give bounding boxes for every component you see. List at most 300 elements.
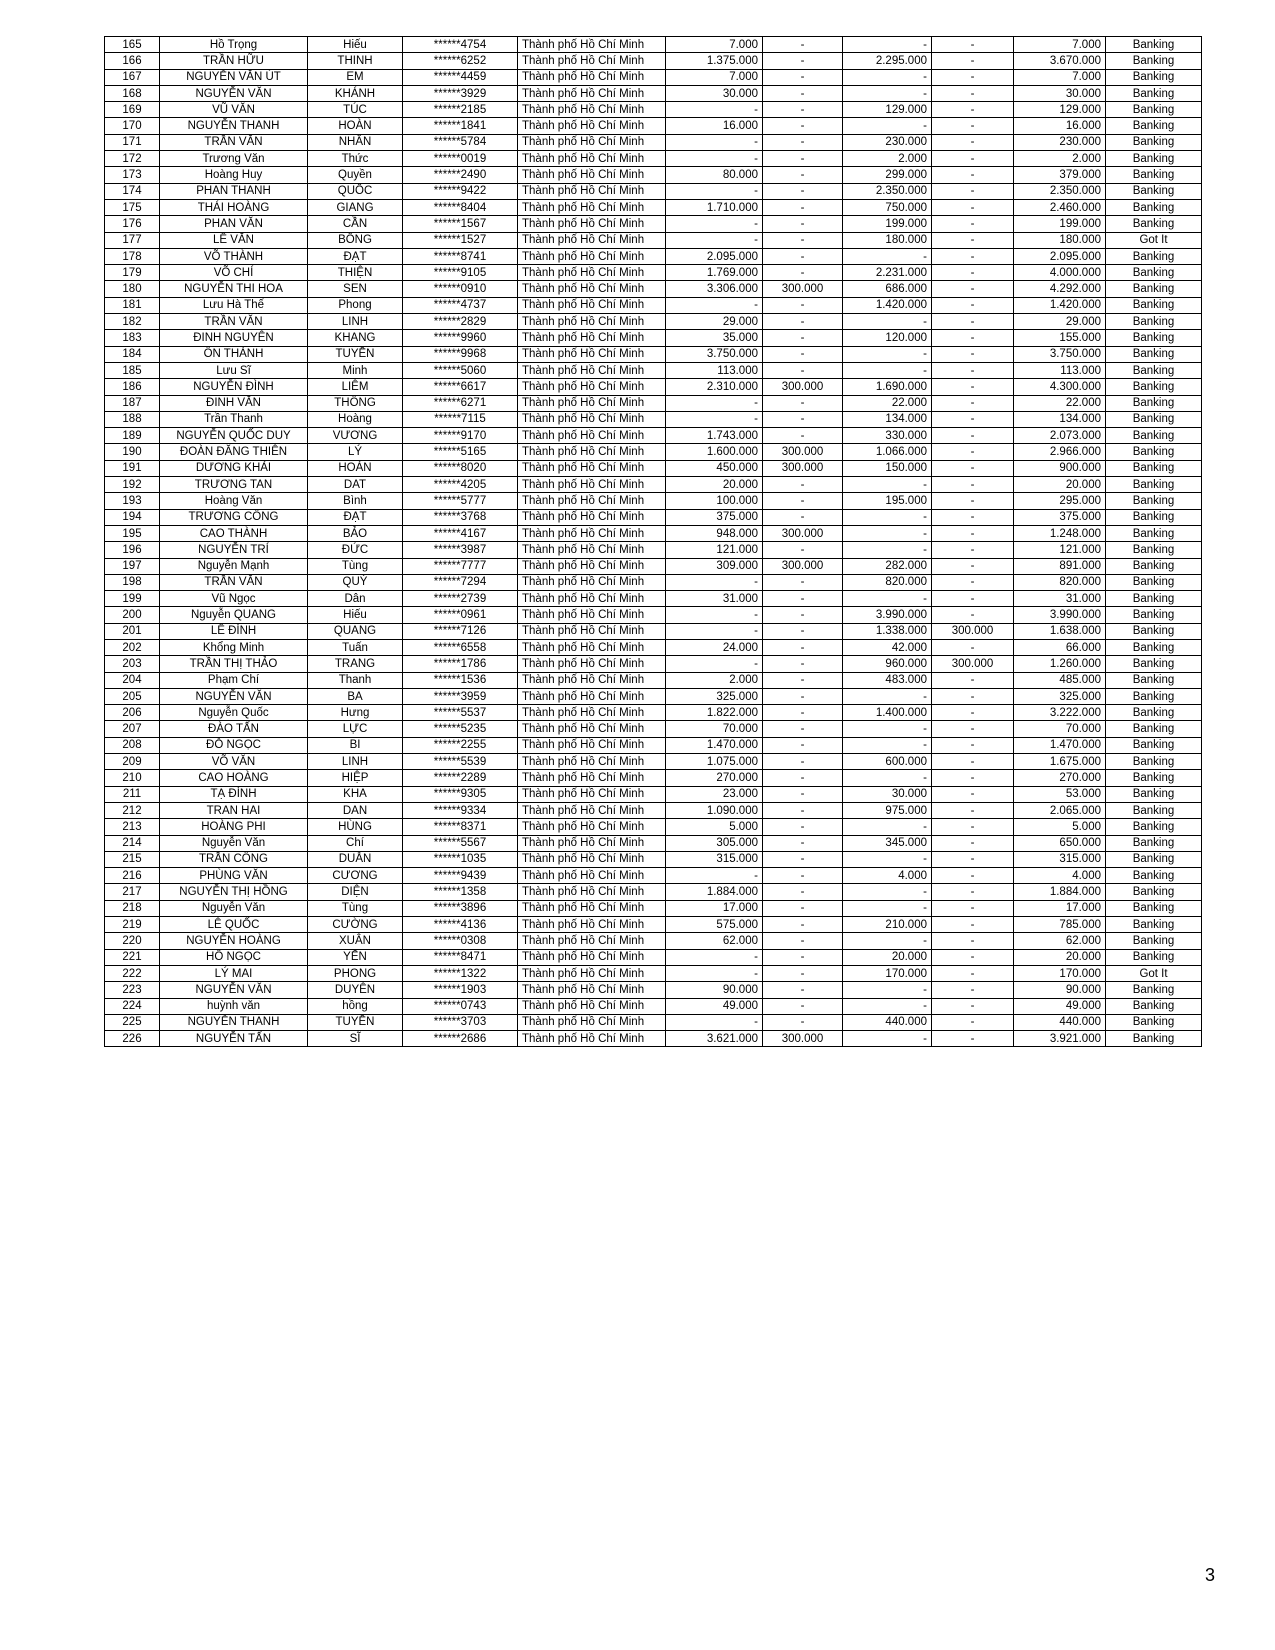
amount-2-cell: - bbox=[763, 428, 843, 444]
account-number-cell: ******2289 bbox=[403, 770, 518, 786]
row-number-cell: 196 bbox=[105, 542, 160, 558]
given-name-cell: KHA bbox=[308, 786, 403, 802]
amount-4-cell: - bbox=[932, 639, 1014, 655]
city-cell: Thành phố Hồ Chí Minh bbox=[518, 330, 666, 346]
surname-cell: NGUYỄN THI HOA bbox=[160, 281, 308, 297]
total-cell: 49.000 bbox=[1014, 998, 1106, 1014]
given-name-cell: Phong bbox=[308, 297, 403, 313]
amount-3-cell: 330.000 bbox=[843, 428, 932, 444]
surname-cell: DƯƠNG KHẢI bbox=[160, 460, 308, 476]
amount-1-cell: 113.000 bbox=[666, 362, 763, 378]
table-row bbox=[105, 558, 1202, 574]
city-cell: Thành phố Hồ Chí Minh bbox=[518, 69, 666, 85]
row-number-cell: 195 bbox=[105, 525, 160, 541]
amount-3-cell: 195.000 bbox=[843, 493, 932, 509]
given-name-cell: Minh bbox=[308, 362, 403, 378]
surname-cell: NGUYỄN VĂN ÚT bbox=[160, 69, 308, 85]
amount-3-cell: 129.000 bbox=[843, 102, 932, 118]
row-number-cell: 221 bbox=[105, 949, 160, 965]
row-number-cell: 214 bbox=[105, 835, 160, 851]
given-name-cell: THIỆN bbox=[308, 265, 403, 281]
payment-method-cell: Banking bbox=[1106, 493, 1202, 509]
row-number-cell: 193 bbox=[105, 493, 160, 509]
amount-4-cell: - bbox=[932, 428, 1014, 444]
amount-2-cell: - bbox=[763, 509, 843, 525]
given-name-cell: ĐẠT bbox=[308, 509, 403, 525]
amount-3-cell: - bbox=[843, 362, 932, 378]
payment-method-cell: Banking bbox=[1106, 933, 1202, 949]
city-cell: Thành phố Hồ Chí Minh bbox=[518, 607, 666, 623]
table-row bbox=[105, 395, 1202, 411]
amount-3-cell: - bbox=[843, 346, 932, 362]
amount-3-cell: 960.000 bbox=[843, 656, 932, 672]
amount-1-cell: 35.000 bbox=[666, 330, 763, 346]
amount-2-cell: - bbox=[763, 118, 843, 134]
city-cell: Thành phố Hồ Chí Minh bbox=[518, 949, 666, 965]
total-cell: 29.000 bbox=[1014, 314, 1106, 330]
payment-method-cell: Banking bbox=[1106, 411, 1202, 427]
account-number-cell: ******0743 bbox=[403, 998, 518, 1014]
city-cell: Thành phố Hồ Chí Minh bbox=[518, 444, 666, 460]
table-row bbox=[105, 297, 1202, 313]
surname-cell: Trần Thanh bbox=[160, 411, 308, 427]
account-number-cell: ******4459 bbox=[403, 69, 518, 85]
row-number-cell: 165 bbox=[105, 37, 160, 53]
table-row bbox=[105, 53, 1202, 69]
amount-4-cell: - bbox=[932, 362, 1014, 378]
amount-4-cell: - bbox=[932, 786, 1014, 802]
account-number-cell: ******7115 bbox=[403, 411, 518, 427]
row-number-cell: 226 bbox=[105, 1031, 160, 1047]
amount-1-cell: 29.000 bbox=[666, 314, 763, 330]
payment-method-cell: Banking bbox=[1106, 754, 1202, 770]
total-cell: 440.000 bbox=[1014, 1014, 1106, 1030]
amount-2-cell: - bbox=[763, 900, 843, 916]
account-number-cell: ******5784 bbox=[403, 134, 518, 150]
table-row bbox=[105, 917, 1202, 933]
amount-2-cell: - bbox=[763, 232, 843, 248]
amount-2-cell: - bbox=[763, 151, 843, 167]
account-number-cell: ******9439 bbox=[403, 868, 518, 884]
amount-3-cell: 2.000 bbox=[843, 151, 932, 167]
amount-2-cell: - bbox=[763, 216, 843, 232]
amount-1-cell: 575.000 bbox=[666, 917, 763, 933]
amount-2-cell: - bbox=[763, 199, 843, 215]
amount-2-cell: - bbox=[763, 835, 843, 851]
amount-2-cell: - bbox=[763, 69, 843, 85]
amount-3-cell: 150.000 bbox=[843, 460, 932, 476]
amount-1-cell: - bbox=[666, 656, 763, 672]
city-cell: Thành phố Hồ Chí Minh bbox=[518, 639, 666, 655]
row-number-cell: 201 bbox=[105, 623, 160, 639]
account-number-cell: ******0308 bbox=[403, 933, 518, 949]
surname-cell: Phạm Chí bbox=[160, 672, 308, 688]
amount-2-cell: 300.000 bbox=[763, 525, 843, 541]
total-cell: 900.000 bbox=[1014, 460, 1106, 476]
total-cell: 4.300.000 bbox=[1014, 379, 1106, 395]
payment-method-cell: Banking bbox=[1106, 917, 1202, 933]
account-number-cell: ******7294 bbox=[403, 574, 518, 590]
amount-2-cell: - bbox=[763, 623, 843, 639]
table-row bbox=[105, 265, 1202, 281]
payment-method-cell: Banking bbox=[1106, 477, 1202, 493]
surname-cell: ÔN THÀNH bbox=[160, 346, 308, 362]
given-name-cell: VƯƠNG bbox=[308, 428, 403, 444]
amount-1-cell: - bbox=[666, 151, 763, 167]
row-number-cell: 202 bbox=[105, 639, 160, 655]
amount-4-cell: - bbox=[932, 933, 1014, 949]
given-name-cell: TUYỀN bbox=[308, 1014, 403, 1030]
total-cell: 1.675.000 bbox=[1014, 754, 1106, 770]
city-cell: Thành phố Hồ Chí Minh bbox=[518, 281, 666, 297]
given-name-cell: DUẪN bbox=[308, 851, 403, 867]
amount-4-cell: - bbox=[932, 314, 1014, 330]
given-name-cell: DAT bbox=[308, 477, 403, 493]
amount-4-cell: - bbox=[932, 118, 1014, 134]
surname-cell: LÊ QUỐC bbox=[160, 917, 308, 933]
total-cell: 1.470.000 bbox=[1014, 737, 1106, 753]
surname-cell: TRẦN HỮU bbox=[160, 53, 308, 69]
table-row bbox=[105, 705, 1202, 721]
amount-3-cell: 230.000 bbox=[843, 134, 932, 150]
payment-method-cell: Banking bbox=[1106, 884, 1202, 900]
city-cell: Thành phố Hồ Chí Minh bbox=[518, 265, 666, 281]
surname-cell: HỒ NGỌC bbox=[160, 949, 308, 965]
amount-4-cell: - bbox=[932, 183, 1014, 199]
amount-2-cell: - bbox=[763, 607, 843, 623]
given-name-cell: CƯƠNG bbox=[308, 868, 403, 884]
total-cell: 2.966.000 bbox=[1014, 444, 1106, 460]
city-cell: Thành phố Hồ Chí Minh bbox=[518, 835, 666, 851]
table-row bbox=[105, 949, 1202, 965]
row-number-cell: 223 bbox=[105, 982, 160, 998]
table-row bbox=[105, 509, 1202, 525]
amount-3-cell: 686.000 bbox=[843, 281, 932, 297]
given-name-cell: EM bbox=[308, 69, 403, 85]
table-row bbox=[105, 346, 1202, 362]
total-cell: 20.000 bbox=[1014, 949, 1106, 965]
row-number-cell: 188 bbox=[105, 411, 160, 427]
total-cell: 20.000 bbox=[1014, 477, 1106, 493]
amount-3-cell: - bbox=[843, 542, 932, 558]
amount-3-cell: - bbox=[843, 85, 932, 101]
table-row bbox=[105, 134, 1202, 150]
amount-4-cell: - bbox=[932, 574, 1014, 590]
amount-2-cell: - bbox=[763, 591, 843, 607]
total-cell: 375.000 bbox=[1014, 509, 1106, 525]
amount-3-cell: - bbox=[843, 477, 932, 493]
amount-1-cell: 31.000 bbox=[666, 591, 763, 607]
city-cell: Thành phố Hồ Chí Minh bbox=[518, 884, 666, 900]
payment-method-cell: Banking bbox=[1106, 737, 1202, 753]
amount-4-cell: - bbox=[932, 851, 1014, 867]
row-number-cell: 171 bbox=[105, 134, 160, 150]
given-name-cell: DIỆN bbox=[308, 884, 403, 900]
amount-4-cell: - bbox=[932, 770, 1014, 786]
row-number-cell: 211 bbox=[105, 786, 160, 802]
payment-method-cell: Banking bbox=[1106, 281, 1202, 297]
city-cell: Thành phố Hồ Chí Minh bbox=[518, 656, 666, 672]
amount-1-cell: 121.000 bbox=[666, 542, 763, 558]
row-number-cell: 173 bbox=[105, 167, 160, 183]
city-cell: Thành phố Hồ Chí Minh bbox=[518, 737, 666, 753]
payment-method-cell: Banking bbox=[1106, 428, 1202, 444]
city-cell: Thành phố Hồ Chí Minh bbox=[518, 754, 666, 770]
given-name-cell: XUÂN bbox=[308, 933, 403, 949]
row-number-cell: 208 bbox=[105, 737, 160, 753]
amount-3-cell: 975.000 bbox=[843, 802, 932, 818]
total-cell: 66.000 bbox=[1014, 639, 1106, 655]
data-table bbox=[104, 36, 1202, 1047]
amount-3-cell: 299.000 bbox=[843, 167, 932, 183]
total-cell: 1.884.000 bbox=[1014, 884, 1106, 900]
row-number-cell: 167 bbox=[105, 69, 160, 85]
amount-1-cell: 1.470.000 bbox=[666, 737, 763, 753]
account-number-cell: ******5235 bbox=[403, 721, 518, 737]
surname-cell: Nguyễn Văn bbox=[160, 835, 308, 851]
amount-3-cell: - bbox=[843, 248, 932, 264]
given-name-cell: Tùng bbox=[308, 900, 403, 916]
city-cell: Thành phố Hồ Chí Minh bbox=[518, 770, 666, 786]
amount-2-cell: - bbox=[763, 346, 843, 362]
row-number-cell: 185 bbox=[105, 362, 160, 378]
city-cell: Thành phố Hồ Chí Minh bbox=[518, 151, 666, 167]
account-number-cell: ******4167 bbox=[403, 525, 518, 541]
amount-3-cell: - bbox=[843, 69, 932, 85]
table-row bbox=[105, 786, 1202, 802]
surname-cell: TẠ ĐÌNH bbox=[160, 786, 308, 802]
amount-3-cell: 3.990.000 bbox=[843, 607, 932, 623]
amount-4-cell: - bbox=[932, 330, 1014, 346]
amount-4-cell: - bbox=[932, 835, 1014, 851]
payment-method-cell: Banking bbox=[1106, 151, 1202, 167]
amount-4-cell: - bbox=[932, 868, 1014, 884]
table-row bbox=[105, 151, 1202, 167]
account-number-cell: ******3959 bbox=[403, 688, 518, 704]
payment-method-cell: Banking bbox=[1106, 53, 1202, 69]
given-name-cell: Chí bbox=[308, 835, 403, 851]
given-name-cell: LÝ bbox=[308, 444, 403, 460]
row-number-cell: 184 bbox=[105, 346, 160, 362]
amount-2-cell: - bbox=[763, 770, 843, 786]
amount-2-cell: - bbox=[763, 411, 843, 427]
total-cell: 30.000 bbox=[1014, 85, 1106, 101]
surname-cell: TRAN HAI bbox=[160, 802, 308, 818]
row-number-cell: 172 bbox=[105, 151, 160, 167]
amount-1-cell: - bbox=[666, 232, 763, 248]
total-cell: 2.065.000 bbox=[1014, 802, 1106, 818]
total-cell: 7.000 bbox=[1014, 69, 1106, 85]
given-name-cell: SEN bbox=[308, 281, 403, 297]
payment-method-cell: Banking bbox=[1106, 525, 1202, 541]
total-cell: 1.260.000 bbox=[1014, 656, 1106, 672]
payment-method-cell: Banking bbox=[1106, 362, 1202, 378]
amount-2-cell: - bbox=[763, 1014, 843, 1030]
amount-1-cell: 24.000 bbox=[666, 639, 763, 655]
amount-4-cell: - bbox=[932, 265, 1014, 281]
surname-cell: NGUYỄN VĂN bbox=[160, 85, 308, 101]
table-row bbox=[105, 379, 1202, 395]
amount-4-cell: - bbox=[932, 754, 1014, 770]
row-number-cell: 168 bbox=[105, 85, 160, 101]
account-number-cell: ******4737 bbox=[403, 297, 518, 313]
row-number-cell: 181 bbox=[105, 297, 160, 313]
total-cell: 121.000 bbox=[1014, 542, 1106, 558]
surname-cell: NGUYỄN THANH bbox=[160, 118, 308, 134]
city-cell: Thành phố Hồ Chí Minh bbox=[518, 900, 666, 916]
surname-cell: TRẦN CÔNG bbox=[160, 851, 308, 867]
amount-1-cell: 309.000 bbox=[666, 558, 763, 574]
payment-method-cell: Banking bbox=[1106, 607, 1202, 623]
payment-method-cell: Banking bbox=[1106, 639, 1202, 655]
surname-cell: VŨ VĂN bbox=[160, 102, 308, 118]
given-name-cell: Hiếu bbox=[308, 37, 403, 53]
table-row bbox=[105, 493, 1202, 509]
table-row bbox=[105, 754, 1202, 770]
total-cell: 3.990.000 bbox=[1014, 607, 1106, 623]
amount-3-cell: 2.350.000 bbox=[843, 183, 932, 199]
amount-4-cell: 300.000 bbox=[932, 656, 1014, 672]
city-cell: Thành phố Hồ Chí Minh bbox=[518, 933, 666, 949]
amount-1-cell: - bbox=[666, 949, 763, 965]
payment-method-cell: Banking bbox=[1106, 900, 1202, 916]
amount-3-cell: - bbox=[843, 525, 932, 541]
amount-1-cell: - bbox=[666, 965, 763, 981]
total-cell: 2.460.000 bbox=[1014, 199, 1106, 215]
payment-method-cell: Banking bbox=[1106, 183, 1202, 199]
table-row bbox=[105, 770, 1202, 786]
surname-cell: Hồ Trọng bbox=[160, 37, 308, 53]
amount-1-cell: 1.743.000 bbox=[666, 428, 763, 444]
given-name-cell: QUỐC bbox=[308, 183, 403, 199]
amount-4-cell: - bbox=[932, 819, 1014, 835]
row-number-cell: 213 bbox=[105, 819, 160, 835]
amount-1-cell: 2.095.000 bbox=[666, 248, 763, 264]
given-name-cell: THÔNG bbox=[308, 395, 403, 411]
amount-3-cell: - bbox=[843, 851, 932, 867]
city-cell: Thành phố Hồ Chí Minh bbox=[518, 786, 666, 802]
account-number-cell: ******8741 bbox=[403, 248, 518, 264]
total-cell: 1.638.000 bbox=[1014, 623, 1106, 639]
payment-method-cell: Banking bbox=[1106, 982, 1202, 998]
total-cell: 16.000 bbox=[1014, 118, 1106, 134]
amount-1-cell: 80.000 bbox=[666, 167, 763, 183]
amount-3-cell: - bbox=[843, 591, 932, 607]
account-number-cell: ******4205 bbox=[403, 477, 518, 493]
total-cell: 650.000 bbox=[1014, 835, 1106, 851]
city-cell: Thành phố Hồ Chí Minh bbox=[518, 802, 666, 818]
payment-method-cell: Banking bbox=[1106, 379, 1202, 395]
payment-method-cell: Banking bbox=[1106, 167, 1202, 183]
table-row bbox=[105, 1014, 1202, 1030]
surname-cell: Khổng Minh bbox=[160, 639, 308, 655]
table-row bbox=[105, 721, 1202, 737]
total-cell: 820.000 bbox=[1014, 574, 1106, 590]
total-cell: 485.000 bbox=[1014, 672, 1106, 688]
amount-3-cell: - bbox=[843, 37, 932, 53]
surname-cell: TRẦN THỊ THẢO bbox=[160, 656, 308, 672]
amount-2-cell: - bbox=[763, 248, 843, 264]
surname-cell: LÊ VĂN bbox=[160, 232, 308, 248]
city-cell: Thành phố Hồ Chí Minh bbox=[518, 460, 666, 476]
total-cell: 4.292.000 bbox=[1014, 281, 1106, 297]
given-name-cell: BẢO bbox=[308, 525, 403, 541]
city-cell: Thành phố Hồ Chí Minh bbox=[518, 705, 666, 721]
given-name-cell: NHÂN bbox=[308, 134, 403, 150]
amount-2-cell: - bbox=[763, 737, 843, 753]
total-cell: 4.000 bbox=[1014, 868, 1106, 884]
amount-2-cell: - bbox=[763, 167, 843, 183]
given-name-cell: DUYÊN bbox=[308, 982, 403, 998]
surname-cell: Nguyễn Quốc bbox=[160, 705, 308, 721]
city-cell: Thành phố Hồ Chí Minh bbox=[518, 134, 666, 150]
amount-4-cell: - bbox=[932, 37, 1014, 53]
surname-cell: LÊ ĐÌNH bbox=[160, 623, 308, 639]
amount-3-cell: - bbox=[843, 737, 932, 753]
account-number-cell: ******0910 bbox=[403, 281, 518, 297]
given-name-cell: HIỆP bbox=[308, 770, 403, 786]
amount-1-cell: - bbox=[666, 411, 763, 427]
account-number-cell: ******6617 bbox=[403, 379, 518, 395]
table-row bbox=[105, 314, 1202, 330]
amount-1-cell: 1.710.000 bbox=[666, 199, 763, 215]
surname-cell: NGUYỄN TẤN bbox=[160, 1031, 308, 1047]
amount-2-cell: - bbox=[763, 314, 843, 330]
amount-4-cell: - bbox=[932, 346, 1014, 362]
amount-4-cell: - bbox=[932, 998, 1014, 1014]
amount-1-cell: 7.000 bbox=[666, 69, 763, 85]
surname-cell: TRẦN VĂN bbox=[160, 574, 308, 590]
table-row bbox=[105, 672, 1202, 688]
account-number-cell: ******1536 bbox=[403, 672, 518, 688]
table-row bbox=[105, 965, 1202, 981]
account-number-cell: ******3703 bbox=[403, 1014, 518, 1030]
account-number-cell: ******5060 bbox=[403, 362, 518, 378]
surname-cell: NGUYỄN TRÍ bbox=[160, 542, 308, 558]
amount-3-cell: 1.420.000 bbox=[843, 297, 932, 313]
city-cell: Thành phố Hồ Chí Minh bbox=[518, 379, 666, 395]
payment-method-cell: Banking bbox=[1106, 705, 1202, 721]
amount-3-cell: - bbox=[843, 314, 932, 330]
city-cell: Thành phố Hồ Chí Minh bbox=[518, 37, 666, 53]
amount-3-cell: 1.338.000 bbox=[843, 623, 932, 639]
row-number-cell: 198 bbox=[105, 574, 160, 590]
surname-cell: NGUYỄN ĐÌNH bbox=[160, 379, 308, 395]
given-name-cell: Bình bbox=[308, 493, 403, 509]
table-row bbox=[105, 591, 1202, 607]
account-number-cell: ******8404 bbox=[403, 199, 518, 215]
payment-method-cell: Banking bbox=[1106, 330, 1202, 346]
amount-4-cell: - bbox=[932, 69, 1014, 85]
total-cell: 3.921.000 bbox=[1014, 1031, 1106, 1047]
amount-1-cell: 90.000 bbox=[666, 982, 763, 998]
amount-2-cell: - bbox=[763, 721, 843, 737]
account-number-cell: ******8020 bbox=[403, 460, 518, 476]
amount-4-cell: - bbox=[932, 688, 1014, 704]
amount-1-cell: 17.000 bbox=[666, 900, 763, 916]
amount-1-cell: 1.822.000 bbox=[666, 705, 763, 721]
given-name-cell: LIÊM bbox=[308, 379, 403, 395]
given-name-cell: KHANG bbox=[308, 330, 403, 346]
payment-method-cell: Banking bbox=[1106, 134, 1202, 150]
given-name-cell: SĨ bbox=[308, 1031, 403, 1047]
account-number-cell: ******8371 bbox=[403, 819, 518, 835]
amount-2-cell: - bbox=[763, 183, 843, 199]
given-name-cell: HÙNG bbox=[308, 819, 403, 835]
amount-4-cell: - bbox=[932, 900, 1014, 916]
amount-3-cell: - bbox=[843, 933, 932, 949]
given-name-cell: Hưng bbox=[308, 705, 403, 721]
